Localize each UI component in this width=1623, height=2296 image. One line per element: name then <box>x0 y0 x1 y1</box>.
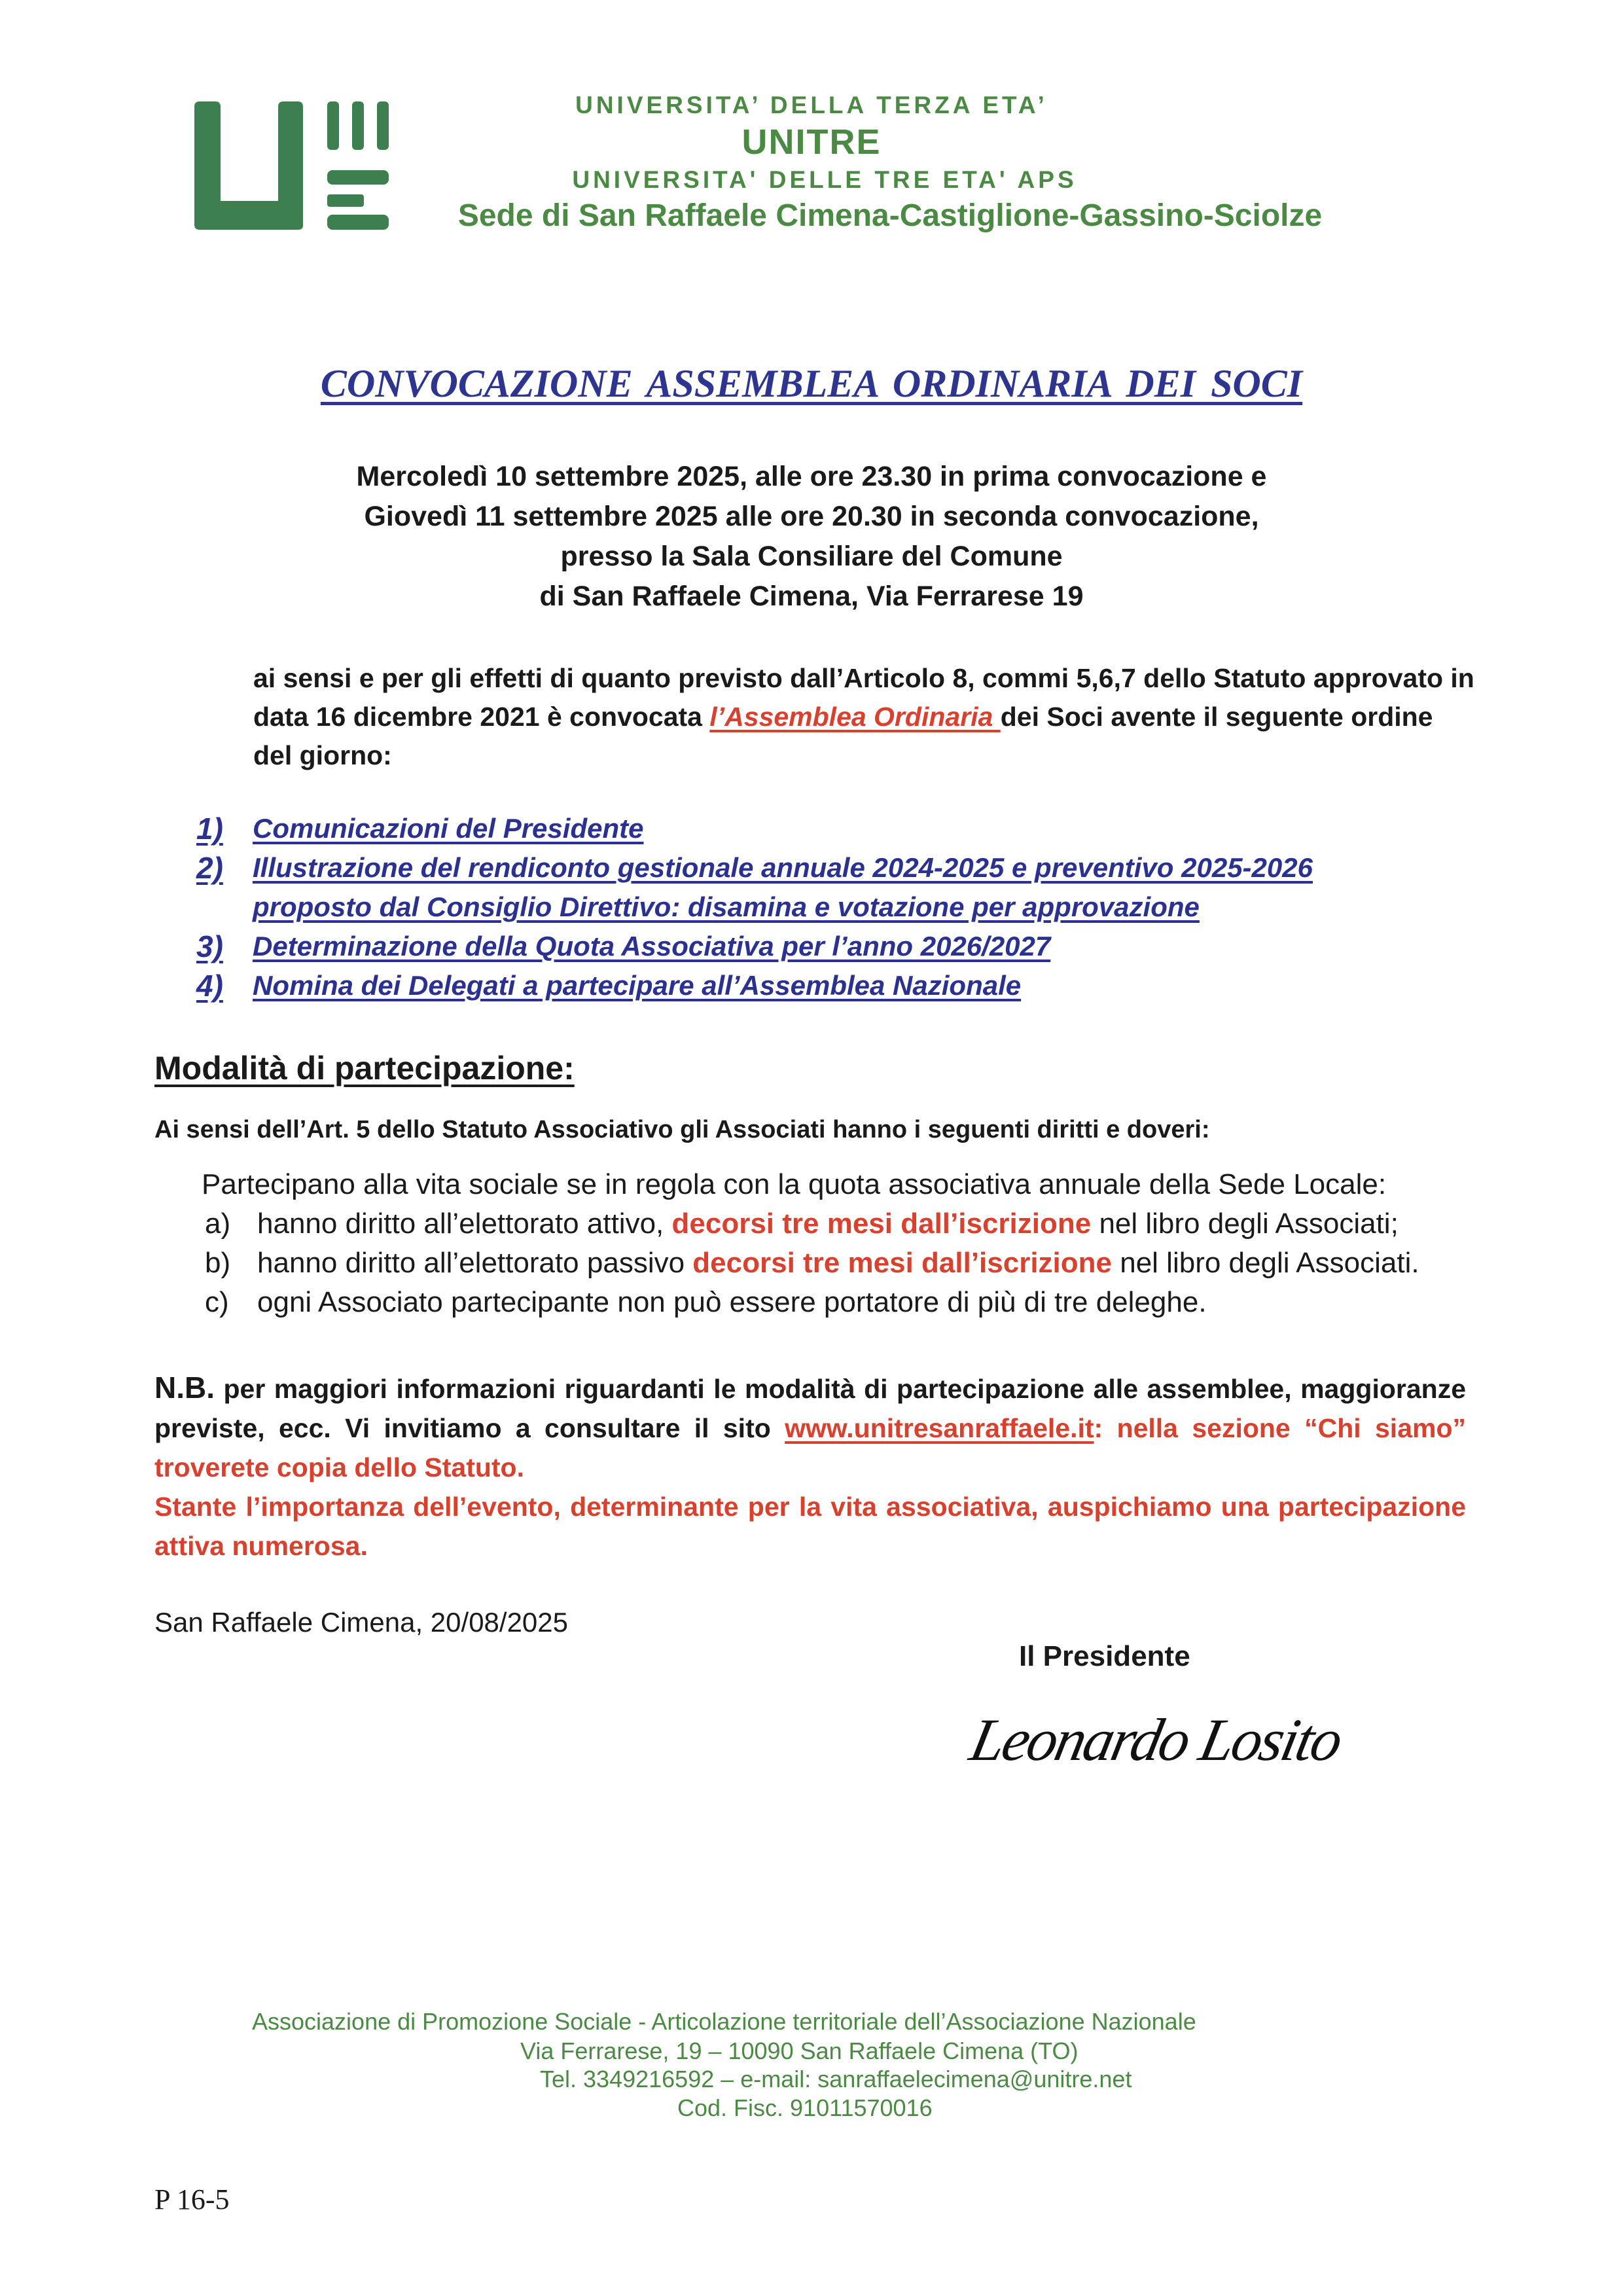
rights-item <box>202 1283 1478 1322</box>
agenda-item <box>196 966 1440 1005</box>
agenda-number: 2) <box>196 851 223 885</box>
rights-marker: a) <box>205 1208 231 1240</box>
footer-association: Associazione di Promozione Sociale - Articolazione territoriale dell’Associazione Nazionale <box>252 2008 1196 2035</box>
rights-lead-text: Partecipano alla vita sociale se in regola con la quota associativa annuale della Sede Locale: <box>202 1168 1387 1200</box>
rights-item <box>202 1244 1478 1283</box>
rights-marker: c) <box>205 1286 229 1318</box>
header-line-aps: UNIVERSITA' DELLE TRE ETA' APS <box>572 166 1077 193</box>
convocation-details <box>0 457 1623 617</box>
place-date: San Raffaele Cimena, 20/08/2025 <box>154 1607 569 1638</box>
nb-appeal: Stante l’importanza dell’evento, determinante per la vita associativa, auspichiamo una partecipazione attiva numerosa. <box>154 1492 1466 1561</box>
page-code: P 16-5 <box>154 2183 230 2215</box>
header-brand-name: UNITRE <box>741 122 882 162</box>
rights-lead <box>202 1165 1478 1204</box>
rights-list <box>202 1165 1478 1322</box>
nb-text: per maggiori informazioni riguardanti le modalità di partecipazione alle assemblee, maggioranze previste, ecc. Vi invitiamo a consultare il sito <box>154 1374 1466 1443</box>
footer-contacts: Tel. 3349216592 – e-mail: sanraffaelecimena@unitre.net <box>540 2066 1132 2092</box>
header-sede: Sede di San Raffaele Cimena-Castiglione-Gassino-Sciolze <box>457 198 1323 233</box>
section-subheading: Ai sensi dell’Art. 5 dello Statuto Associativo gli Associati hanno i seguenti diritti e doveri: <box>154 1116 1210 1143</box>
agenda-number: 3) <box>196 929 223 963</box>
agenda-item <box>196 927 1440 966</box>
convocation-line: presso la Sala Consiliare del Comune <box>560 541 1063 572</box>
footer-tax-code: Cod. Fisc. 91011570016 <box>677 2094 933 2121</box>
agenda-text: Comunicazioni del Presidente <box>253 813 644 844</box>
intro-paragraph <box>253 659 1477 775</box>
agenda-list <box>196 809 1440 1005</box>
agenda-number: 1) <box>196 812 223 846</box>
footer-address: Via Ferrarese, 19 – 10090 San Raffaele Cimena (TO) <box>520 2037 1079 2064</box>
rights-text-end: nel libro degli Associati; <box>1091 1208 1399 1240</box>
convocation-line: di San Raffaele Cimena, Via Ferrarese 19 <box>539 581 1084 612</box>
rights-text: ogni Associato partecipante non può essere portatore di più di tre deleghe. <box>257 1286 1207 1318</box>
website-link[interactable]: www.unitresanraffaele.it <box>785 1413 1094 1443</box>
nb-paragraph <box>154 1368 1466 1566</box>
agenda-item <box>196 809 1440 848</box>
rights-text: hanno diritto all’elettorato passivo <box>257 1247 693 1279</box>
agenda-text: Illustrazione del rendiconto gestionale annuale 2024-2025 e preventivo 2025-2026 proposto dal Consiglio Direttivo: disamina e votazione per approvazione <box>253 852 1313 922</box>
agenda-number: 4) <box>196 969 223 1003</box>
agenda-text: Determinazione della Quota Associativa per l’anno 2026/2027 <box>253 931 1051 961</box>
signature-role: Il Presidente <box>1019 1640 1190 1672</box>
rights-marker: b) <box>205 1247 231 1279</box>
assemblea-ordinaria-link[interactable]: l’Assemblea Ordinaria <box>709 702 1001 732</box>
agenda-text: Nomina dei Delegati a partecipare all’Assemblea Nazionale <box>253 970 1022 1001</box>
convocation-line: Giovedì 11 settembre 2025 alle ore 20.30 in seconda convocazione, <box>364 501 1259 532</box>
agenda-item <box>196 848 1440 927</box>
page-title <box>0 361 1623 406</box>
convocation-line: Mercoledì 10 settembre 2025, alle ore 23.30 in prima convocazione e <box>356 461 1267 492</box>
rights-highlight: decorsi tre mesi dall’iscrizione <box>692 1247 1113 1279</box>
rights-item <box>202 1204 1478 1244</box>
intro-text-end: dei Soci avente il seguente ordine del giorno: <box>253 702 1433 770</box>
unitre-logo-icon <box>193 101 393 232</box>
nb-label: N.B. <box>154 1371 215 1405</box>
nb-statuto-text: : nella sezione “Chi siamo” troverete copia dello Statuto. <box>154 1413 1466 1482</box>
signature: Leonardo Losito <box>965 1706 1347 1773</box>
rights-text-end: nel libro degli Associati. <box>1112 1247 1419 1279</box>
rights-highlight: decorsi tre mesi dall’iscrizione <box>671 1208 1092 1240</box>
intro-text: ai sensi e per gli effetti di quanto previsto dall’Articolo 8, commi 5,6,7 dello Statuto approvato in data 16 dicembre 2021 è convocata <box>253 663 1474 732</box>
header-line-university: UNIVERSITA’ DELLA TERZA ETA’ <box>575 92 1048 118</box>
section-heading-modalita: Modalità di partecipazione: <box>154 1050 575 1086</box>
rights-text: hanno diritto all’elettorato attivo, <box>257 1208 672 1240</box>
page-title-text: CONVOCAZIONE ASSEMBLEA ORDINARIA DEI SOCI <box>320 362 1303 405</box>
